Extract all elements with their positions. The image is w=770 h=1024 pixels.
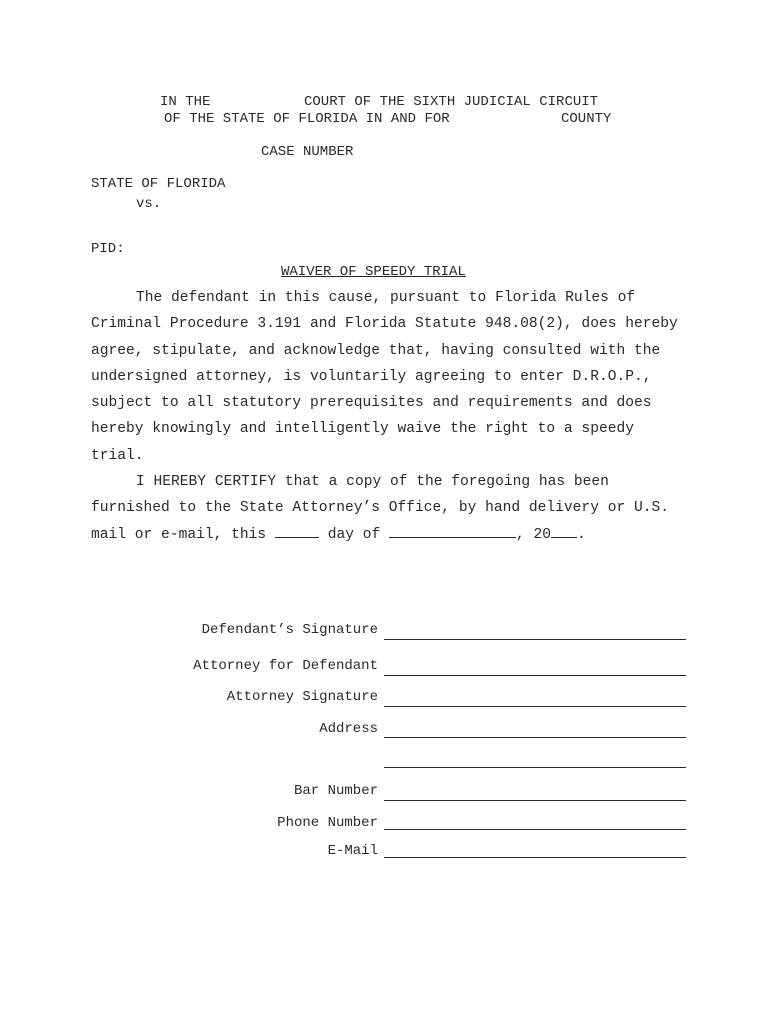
- address-line-2[interactable]: [384, 767, 686, 768]
- court-header-circuit: COURT OF THE SIXTH JUDICIAL CIRCUIT: [304, 94, 599, 110]
- phone-number-label: Phone Number: [277, 815, 378, 831]
- month-blank[interactable]: [389, 523, 516, 538]
- defendant-signature-line[interactable]: [384, 639, 686, 640]
- certify-text: I HEREBY CERTIFY that a copy of the foregoing has been furnished to the State Attorney’s Office, by hand delivery or U.S. mail or e-mail, this: [91, 474, 670, 543]
- document-title: WAIVER OF SPEEDY TRIAL: [281, 264, 466, 280]
- attorney-signature-line[interactable]: [384, 706, 686, 707]
- day-blank[interactable]: [275, 523, 319, 538]
- waiver-text: The defendant in this cause, pursuant to Florida Rules of Criminal Procedure 3.191 and Florida Statute 948.08(2), does hereby agree, stipulate, and acknowledge that, having consulted with the undersigned attorney, is voluntarily agreeing to enter D.R.O.P., subject to all statutory prerequisites and requirements and does hereby knowingly and intelligently waive the right to a speedy trial.: [91, 290, 678, 464]
- certification-paragraph: [91, 469, 681, 548]
- email-label: E-Mail: [327, 843, 378, 859]
- case-number-label: CASE NUMBER: [261, 144, 354, 160]
- attorney-for-defendant-label: Attorney for Defendant: [193, 658, 378, 674]
- court-header-county: COUNTY: [561, 111, 612, 127]
- plaintiff-name: STATE OF FLORIDA: [91, 176, 226, 192]
- day-of-text: day of: [327, 526, 381, 543]
- court-header-in-the: IN THE: [160, 94, 211, 110]
- phone-number-line[interactable]: [384, 829, 686, 830]
- year-prefix-text: , 20: [516, 526, 552, 543]
- waiver-paragraph: [91, 285, 681, 469]
- attorney-signature-label: Attorney Signature: [226, 689, 378, 705]
- bar-number-label: Bar Number: [293, 783, 378, 799]
- email-line[interactable]: [384, 857, 686, 858]
- address-line-1[interactable]: [384, 737, 686, 738]
- court-header-state: OF THE STATE OF FLORIDA IN AND FOR: [164, 111, 450, 127]
- bar-number-line[interactable]: [384, 800, 686, 801]
- attorney-for-defendant-line[interactable]: [384, 675, 686, 676]
- versus-label: vs.: [136, 196, 162, 212]
- period-text: .: [577, 526, 586, 543]
- pid-label: PID:: [91, 241, 125, 257]
- defendant-signature-label: Defendant’s Signature: [201, 622, 378, 638]
- year-blank[interactable]: [551, 523, 577, 538]
- address-label: Address: [319, 721, 378, 737]
